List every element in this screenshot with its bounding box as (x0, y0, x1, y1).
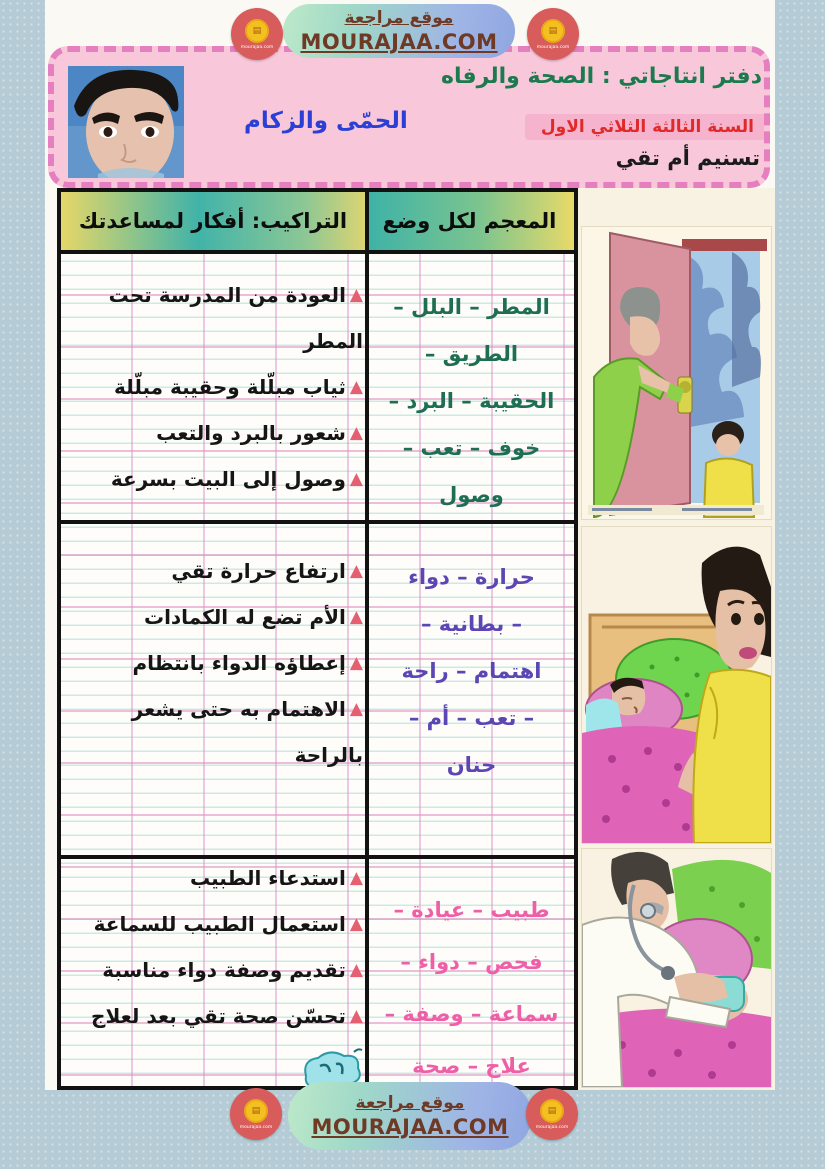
student-name: تسنيم أم تقي (615, 146, 760, 170)
site-name-top[interactable]: موقع مراجعة (344, 8, 454, 28)
idea-item: ▲وصول إلى البيت بسرعة (110, 467, 363, 491)
notebook-title: دفتر انتاجاتي : الصحة والرفاه (441, 64, 762, 89)
idea-item: ▲الأم تضع له الكمادات (143, 605, 363, 629)
idea-item: ▲شعور بالبرد والتعب (156, 421, 363, 445)
vocab-row-2: حرارة – دواء – بطانية – اهتمام – راحة – تعب – أم – حنان (401, 565, 542, 777)
idea-item: ▲ارتفاع حرارة تقي (171, 559, 363, 583)
student-photo (68, 66, 184, 178)
idea-item: ▲استعمال الطبيب للسماعة (93, 912, 363, 936)
idea-item: ▲ثياب مبلّلة وحقيبة مبلّلة (114, 375, 363, 399)
lesson-title: الحمّى والزكام (244, 108, 408, 134)
site-logo-badge: ▤ mourajaa.com (526, 1088, 578, 1140)
triangle-bullet-icon: ▲ (349, 469, 363, 489)
idea-item: ▲إعطاؤه الدواء بانتظام (132, 651, 363, 675)
idea-item: ▲تقديم وصفة دواء مناسبة (102, 958, 363, 982)
illustration-column (578, 188, 775, 1090)
site-name-bottom[interactable]: موقع مراجعة (355, 1093, 465, 1113)
site-logo-badge: ▤ mourajaa.com (231, 8, 283, 60)
ideas-row-2 (63, 548, 363, 778)
book-icon: ▤ (540, 1099, 564, 1123)
vocab-ideas-table (57, 188, 578, 1090)
site-logo-badge: ▤ mourajaa.com (230, 1088, 282, 1140)
site-banner-top[interactable] (283, 4, 515, 58)
illustration-rain-door (581, 226, 772, 520)
student-face-image (68, 66, 184, 178)
illustration-sick-child-mother (581, 526, 772, 844)
row-divider-1 (61, 520, 574, 524)
vocab-row-3: طبيب – عيادة – فحص – دواء – سماعة – وصفة – علاج – صحة (384, 898, 559, 1078)
triangle-bullet-icon: ▲ (349, 561, 363, 581)
triangle-bullet-icon: ▲ (349, 914, 363, 934)
ideas-row-3 (63, 855, 363, 1039)
column-header-vocab: المعجم لكل وضع (365, 192, 574, 254)
vocab-row-1: المطر – البلل – الطريق – الحقيبة – البرد – خوف – تعب – وصول (388, 295, 555, 507)
site-logo-badge: ▤ mourajaa.com (527, 8, 579, 60)
idea-item: ▲الاهتمام به حتى يشعر بالراحة (131, 697, 363, 767)
idea-item: ▲تحسّن صحة تقي بعد لعلاج (91, 1004, 363, 1028)
ideas-row-1 (63, 272, 363, 502)
triangle-bullet-icon: ▲ (349, 285, 363, 305)
book-icon: ▤ (541, 19, 565, 43)
year-term-label: السنة الثالثة الثلاثي الاول (525, 114, 764, 140)
triangle-bullet-icon: ▲ (349, 423, 363, 443)
idea-item: ▲استدعاء الطبيب (189, 866, 363, 890)
triangle-bullet-icon: ▲ (349, 607, 363, 627)
header-card (48, 46, 770, 188)
triangle-bullet-icon: ▲ (349, 868, 363, 888)
book-icon: ▤ (244, 1099, 268, 1123)
triangle-bullet-icon: ▲ (349, 653, 363, 673)
triangle-bullet-icon: ▲ (349, 377, 363, 397)
illustration-doctor-exam (581, 848, 772, 1088)
book-icon: ▤ (245, 19, 269, 43)
site-banner-bottom[interactable] (288, 1082, 532, 1150)
triangle-bullet-icon: ▲ (349, 699, 363, 719)
site-url-top[interactable]: MOURAJAA.COM (300, 30, 498, 54)
triangle-bullet-icon: ▲ (349, 1006, 363, 1026)
triangle-bullet-icon: ▲ (349, 960, 363, 980)
site-url-bottom[interactable]: MOURAJAA.COM (311, 1115, 509, 1139)
idea-item: ▲العودة من المدرسة تحت المطر (108, 283, 363, 353)
column-header-ideas: التراكيب: أفكار لمساعدتك (61, 192, 365, 254)
